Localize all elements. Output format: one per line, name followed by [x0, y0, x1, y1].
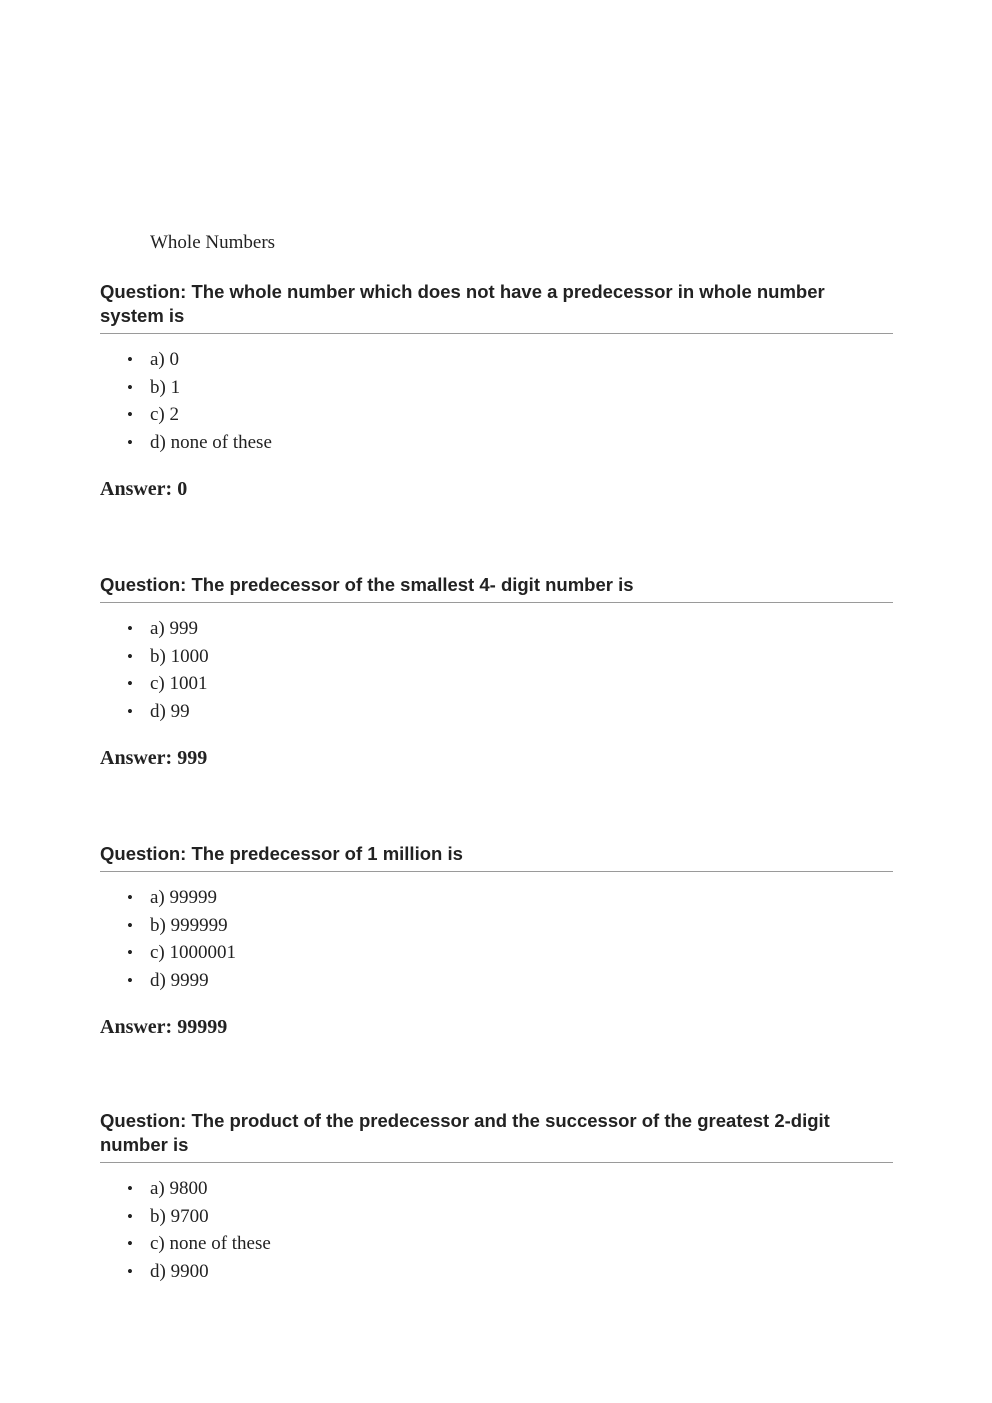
- question-text: Question: The predecessor of the smallest 4- digit number is: [100, 573, 893, 603]
- bullet-icon: •: [127, 701, 133, 721]
- bullet-icon: •: [127, 646, 133, 666]
- options-list: [100, 346, 893, 456]
- option-item: [100, 670, 893, 698]
- option-item: [100, 884, 893, 912]
- question-text: Question: The whole number which does not have a predecessor in whole number system is: [100, 280, 893, 334]
- option-item: [100, 967, 893, 995]
- options-list: [100, 615, 893, 725]
- answer-text: Answer: 99999: [100, 1016, 228, 1038]
- option-item: [100, 429, 893, 457]
- option-item: [100, 1230, 893, 1258]
- option-label: d) 9900: [150, 1260, 209, 1282]
- question-text: Question: The product of the predecessor and the successor of the greatest 2-digit number is: [100, 1109, 893, 1163]
- option-item: [100, 912, 893, 940]
- bullet-icon: •: [127, 915, 133, 935]
- option-label: c) none of these: [150, 1233, 271, 1254]
- bullet-icon: •: [127, 619, 133, 638]
- bullet-icon: •: [127, 405, 133, 424]
- bullet-icon: •: [127, 970, 133, 990]
- bullet-icon: •: [127, 943, 133, 962]
- option-label: d) 99: [150, 700, 190, 722]
- bullet-icon: •: [127, 1234, 133, 1253]
- option-label: a) 99999: [150, 887, 218, 908]
- bullet-icon: •: [127, 1261, 133, 1281]
- question-text: Question: The predecessor of 1 million is: [100, 842, 893, 872]
- option-item: [100, 1175, 893, 1203]
- option-label: b) 999999: [150, 914, 228, 936]
- option-label: d) none of these: [150, 431, 272, 453]
- question-block: [100, 842, 893, 1040]
- option-item: [100, 615, 893, 643]
- answer-text: Answer: 999: [100, 747, 208, 769]
- option-label: c) 1000001: [150, 942, 237, 963]
- option-item: [100, 401, 893, 429]
- bullet-icon: •: [127, 377, 133, 397]
- question-block: [100, 573, 893, 771]
- option-item: [100, 346, 893, 374]
- option-label: c) 1001: [150, 673, 208, 694]
- option-label: b) 9700: [150, 1205, 209, 1227]
- bullet-icon: •: [127, 1179, 133, 1198]
- options-list: [100, 1175, 893, 1285]
- option-item: [100, 374, 893, 402]
- bullet-icon: •: [127, 350, 133, 369]
- option-item: [100, 1203, 893, 1231]
- options-list: [100, 884, 893, 994]
- option-label: d) 9999: [150, 969, 209, 991]
- option-label: b) 1000: [150, 645, 209, 667]
- bullet-icon: •: [127, 432, 133, 452]
- question-block: [100, 280, 893, 502]
- option-item: [100, 1258, 893, 1286]
- bullet-icon: •: [127, 1206, 133, 1226]
- option-item: [100, 939, 893, 967]
- bullet-icon: •: [127, 674, 133, 693]
- page-title: Whole Numbers: [150, 232, 276, 253]
- option-label: a) 999: [150, 618, 199, 639]
- bullet-icon: •: [127, 888, 133, 907]
- option-label: a) 0: [150, 349, 180, 370]
- question-block: [100, 1109, 893, 1285]
- option-label: c) 2: [150, 404, 180, 425]
- option-label: a) 9800: [150, 1178, 208, 1199]
- answer-text: Answer: 0: [100, 478, 188, 500]
- option-item: [100, 698, 893, 726]
- option-item: [100, 643, 893, 671]
- option-label: b) 1: [150, 376, 181, 398]
